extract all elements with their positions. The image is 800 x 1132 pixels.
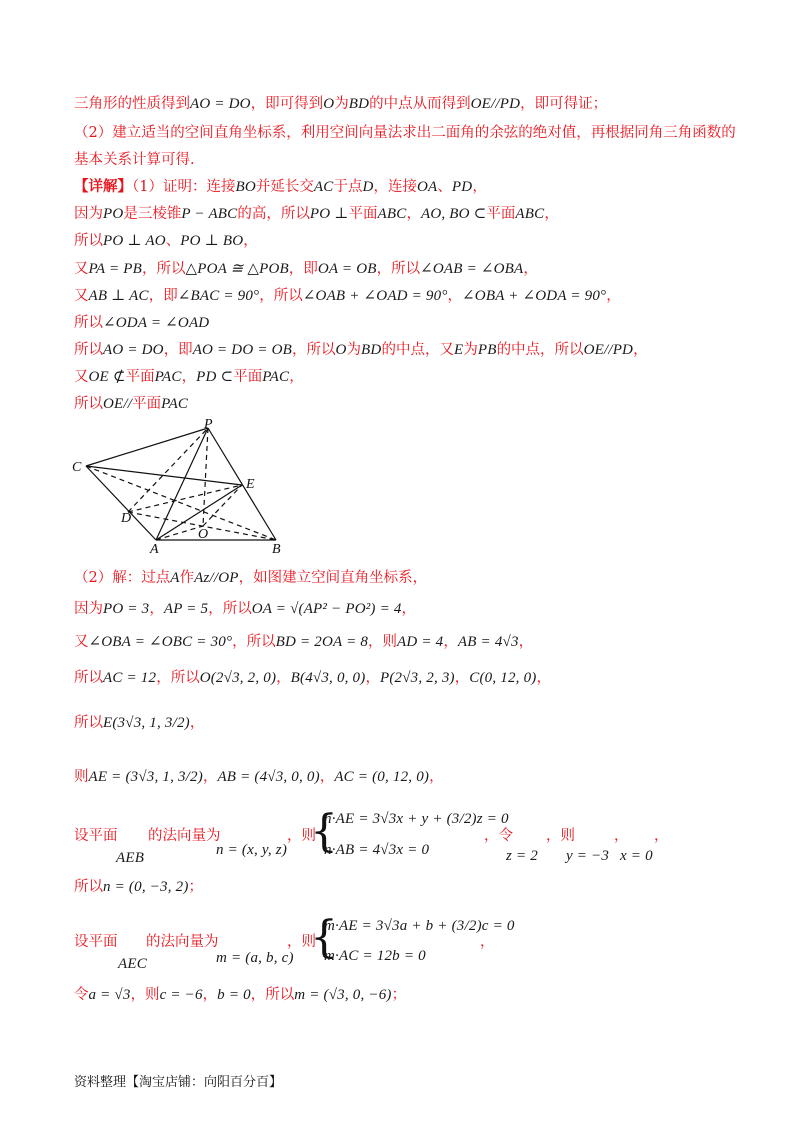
math: ABC xyxy=(377,206,407,222)
system-brace: { xyxy=(310,806,338,857)
text: ，所以 xyxy=(232,634,276,650)
math: BD xyxy=(348,96,370,112)
text: 又 xyxy=(74,288,89,304)
edge-ao xyxy=(156,526,203,540)
math: ∠OBA = ∠OBC = 30° xyxy=(88,634,233,650)
y-value: y = −3 xyxy=(566,848,610,864)
math: AC = 12 xyxy=(103,670,157,686)
text-line-10 xyxy=(74,340,648,360)
math: AO = DO = OB xyxy=(192,342,292,358)
text-line-3: 基本关系计算可得. xyxy=(74,152,195,168)
math: AO = DO xyxy=(190,96,251,112)
math: BO xyxy=(235,179,256,195)
math: A xyxy=(170,570,180,586)
label-c: C xyxy=(72,460,82,475)
text: ，所以 xyxy=(259,288,303,304)
text: 令 xyxy=(74,987,89,1003)
math: n = (0, −3, 2) xyxy=(103,879,189,895)
text: 因为 xyxy=(74,601,103,617)
math: OE// xyxy=(103,396,133,412)
math: PO ⊥ AO xyxy=(103,233,166,249)
text: ， xyxy=(289,369,304,385)
text-line-14 xyxy=(74,599,416,619)
text-line-19-e: ，则 xyxy=(546,828,575,844)
text: 的中点从而得到 xyxy=(369,96,471,112)
text: ， xyxy=(472,179,487,195)
text: 所以 xyxy=(74,715,103,731)
text-line-21-c: ，则 xyxy=(287,934,316,950)
math: PO ⊥ xyxy=(309,206,349,222)
text: 的中点，所以 xyxy=(496,342,584,358)
text: 平面 xyxy=(233,369,263,385)
text: 为 xyxy=(346,342,362,358)
edge-pb xyxy=(208,428,276,540)
text: ， xyxy=(202,769,218,785)
text: ，所以 xyxy=(156,670,200,686)
math: BD = 2OA = 8 xyxy=(275,634,369,650)
math: m = (√3, 0, −6) xyxy=(294,987,392,1003)
page-footer: 资料整理【淘宝店铺：向阳百分百】 xyxy=(74,1075,283,1090)
math: E xyxy=(453,342,464,358)
text: 又 xyxy=(74,634,89,650)
math: PO = 3 xyxy=(103,601,150,617)
label-o: O xyxy=(198,527,209,542)
math: PD xyxy=(451,179,473,195)
text: ， xyxy=(536,670,551,686)
math: OE//PD xyxy=(470,96,521,112)
text: ， xyxy=(202,987,218,1003)
plane-aeb: AEB xyxy=(116,850,145,866)
text-line-2: （2）建立适当的空间直角坐标系，利用空间向量法求出二面角的余弦的绝对值，再根据同角三角函数的 xyxy=(74,125,736,141)
text-line-19-g: ， xyxy=(654,828,669,844)
text-line-5 xyxy=(74,204,559,224)
text: ，即可得证； xyxy=(520,96,608,112)
math: BD xyxy=(361,342,382,358)
text: ，所以 xyxy=(292,342,336,358)
math: OE ⊄ xyxy=(88,369,126,385)
vector-ab: AB = (4√3, 0, 0) xyxy=(217,769,320,785)
math: ∠OAB + ∠OAD = 90° xyxy=(302,288,448,304)
equation-m-ae: m·AE = 3√3a + b + (3/2)c = 0 xyxy=(324,918,515,934)
text: ，即 xyxy=(148,288,178,304)
text: ，如图建立空间直角坐标系， xyxy=(238,570,428,586)
text: ， xyxy=(181,369,197,385)
text: ， xyxy=(406,206,421,222)
text-line-16 xyxy=(74,668,551,688)
math: ∠OBA + ∠ODA = 90° xyxy=(462,288,607,304)
system-brace: { xyxy=(310,912,338,963)
text: 的中点，又 xyxy=(381,342,454,358)
math: Az//OP xyxy=(194,570,239,586)
text: 所以 xyxy=(74,233,103,249)
math: AP = 5 xyxy=(163,601,209,617)
text: ， xyxy=(606,288,621,304)
label-p: P xyxy=(204,417,213,432)
text: ，即可得到 xyxy=(250,96,324,112)
text: 并延长交 xyxy=(255,179,314,195)
text: ，则 xyxy=(130,987,160,1003)
text-line-20 xyxy=(74,877,203,897)
math: AC xyxy=(313,179,334,195)
text: 又 xyxy=(74,369,89,385)
text-line-19-a xyxy=(74,826,118,846)
text: 所以 xyxy=(74,315,103,331)
math: c = −6 xyxy=(159,987,203,1003)
text: ， xyxy=(319,769,335,785)
text: ，则 xyxy=(368,634,398,650)
text: ， xyxy=(523,261,538,277)
text-line-13 xyxy=(74,568,427,588)
text: （1）证明：连接 xyxy=(132,179,236,195)
math: △POA ≅ △POB xyxy=(185,261,289,277)
math: P(2√3, 2, 3) xyxy=(379,670,455,686)
edge-ca xyxy=(86,466,156,540)
text-line-22 xyxy=(74,985,406,1005)
text: 因为 xyxy=(74,206,103,222)
text: ，连接 xyxy=(373,179,418,195)
text: ， xyxy=(189,715,205,731)
math: PAC xyxy=(161,396,189,412)
text: 所以 xyxy=(74,879,103,895)
math: a = √3 xyxy=(88,987,131,1003)
math: ∠ODA = ∠OAD xyxy=(103,315,210,331)
text-line-7 xyxy=(74,259,538,279)
text: 设平面 xyxy=(74,934,118,950)
text-line-15 xyxy=(74,632,533,652)
text: 为 xyxy=(334,96,349,112)
text: 平面 xyxy=(132,396,162,412)
text-line-8 xyxy=(74,286,621,306)
text: ， xyxy=(429,769,444,785)
text: （2）解：过点 xyxy=(74,570,171,586)
math: ∠OAB = ∠OBA xyxy=(420,261,524,277)
equation-n-ae: n·AE = 3√3x + y + (3/2)z = 0 xyxy=(324,811,509,827)
math: OA = √(AP² − PO²) = 4 xyxy=(251,601,402,617)
math: O(2√3, 2, 0) xyxy=(199,670,277,686)
math: AB ⊥ AC xyxy=(88,288,149,304)
x-value: x = 0 xyxy=(620,848,653,864)
text: ，所以 xyxy=(208,601,252,617)
edge-cp xyxy=(86,428,208,466)
text: ，即 xyxy=(163,342,193,358)
text-line-19-d: ，令 xyxy=(484,828,513,844)
vector-ae: AE = (3√3, 1, 3/2) xyxy=(88,769,203,785)
text: ，所以 xyxy=(250,987,295,1003)
text: 、 xyxy=(165,233,181,249)
math: B(4√3, 0, 0) xyxy=(290,670,366,686)
text-line-9 xyxy=(74,313,209,333)
z-value: z = 2 xyxy=(506,848,538,864)
text: ， xyxy=(243,233,258,249)
text: ， xyxy=(454,670,470,686)
text: ， xyxy=(544,206,559,222)
text: ，即 xyxy=(288,261,318,277)
text: 平面 xyxy=(348,206,378,222)
text: ， xyxy=(276,670,291,686)
text: ， xyxy=(401,601,417,617)
math: ∠BAC = 90° xyxy=(177,288,260,304)
text-line-4 xyxy=(74,177,487,197)
math: PO xyxy=(103,206,124,222)
math: AB = 4√3 xyxy=(457,634,519,650)
text-line-19-b: 的法向量为 xyxy=(148,828,221,844)
math: OA xyxy=(417,179,438,195)
text-line-12 xyxy=(74,394,188,414)
math: P − ABC xyxy=(181,206,238,222)
text: 则 xyxy=(74,769,89,785)
label-e: E xyxy=(246,477,255,492)
text: ， xyxy=(443,634,458,650)
detail-heading: 【详解】 xyxy=(74,178,132,195)
math: PAC xyxy=(154,369,182,385)
math: PO ⊥ BO xyxy=(180,233,244,249)
text: 设平面 xyxy=(74,828,118,844)
text: ，所以 xyxy=(141,261,186,277)
math: AD = 4 xyxy=(397,634,444,650)
math: C(0, 12, 0) xyxy=(469,670,537,686)
text-line-21-b: 的法向量为 xyxy=(146,934,219,950)
text: ，所以 xyxy=(376,261,421,277)
text: ， xyxy=(633,342,648,358)
equation-m-ac: m·AC = 12b = 0 xyxy=(324,948,426,964)
text: 是三棱锥 xyxy=(123,206,182,222)
equation-n-ab: n·AB = 4√3x = 0 xyxy=(324,842,430,858)
text-line-17 xyxy=(74,713,204,733)
text-line-6 xyxy=(74,231,258,251)
math: O xyxy=(323,96,335,112)
normal-n-def: n = (x, y, z) xyxy=(216,842,288,858)
edge-ce xyxy=(86,466,242,485)
label-d: D xyxy=(121,511,132,526)
math: OE//PD xyxy=(583,342,634,358)
text-line-18 xyxy=(74,767,444,787)
text: ， xyxy=(149,601,164,617)
text-line-19-c: ，则 xyxy=(287,828,316,844)
text: ； xyxy=(391,987,407,1003)
math: OA = OB xyxy=(317,261,377,277)
math: D xyxy=(362,179,374,195)
text: 所以 xyxy=(74,342,103,358)
math: PAC xyxy=(262,369,290,385)
text-line-19-f: ， xyxy=(614,828,629,844)
text: 又 xyxy=(74,261,89,277)
text-line-1 xyxy=(74,94,607,114)
math: ABC xyxy=(515,206,545,222)
plane-aec: AEC xyxy=(118,956,147,972)
pyramid-figure xyxy=(66,416,296,556)
math: b = 0 xyxy=(217,987,251,1003)
text-line-11 xyxy=(74,367,304,387)
text: ， xyxy=(365,670,380,686)
text: ； xyxy=(188,879,204,895)
vector-ac: AC = (0, 12, 0) xyxy=(334,769,430,785)
text: 三角形的性质得到 xyxy=(74,96,190,112)
math: PB xyxy=(477,342,497,358)
text: 所以 xyxy=(74,670,103,686)
text: 作 xyxy=(179,570,195,586)
text: ， xyxy=(447,288,463,304)
math: E(3√3, 1, 3/2) xyxy=(103,715,190,731)
text: 、 xyxy=(437,179,452,195)
text: 所以 xyxy=(74,396,103,412)
text: 的高，所以 xyxy=(237,206,310,222)
text: 平面 xyxy=(125,369,155,385)
label-b: B xyxy=(272,542,281,556)
math: AO = DO xyxy=(103,342,164,358)
text-line-21-a xyxy=(74,932,118,952)
text-line-21-d: ， xyxy=(480,934,495,950)
label-a: A xyxy=(150,542,159,556)
text: 于点 xyxy=(333,179,363,195)
normal-m-def: m = (a, b, c) xyxy=(216,950,294,966)
text: ， xyxy=(518,634,534,650)
math: O xyxy=(335,342,347,358)
math: PD ⊂ xyxy=(196,369,234,385)
text: 平面 xyxy=(486,206,516,222)
math: AO, BO ⊂ xyxy=(420,206,487,222)
text: 为 xyxy=(463,342,478,358)
math: PA = PB xyxy=(88,261,142,277)
